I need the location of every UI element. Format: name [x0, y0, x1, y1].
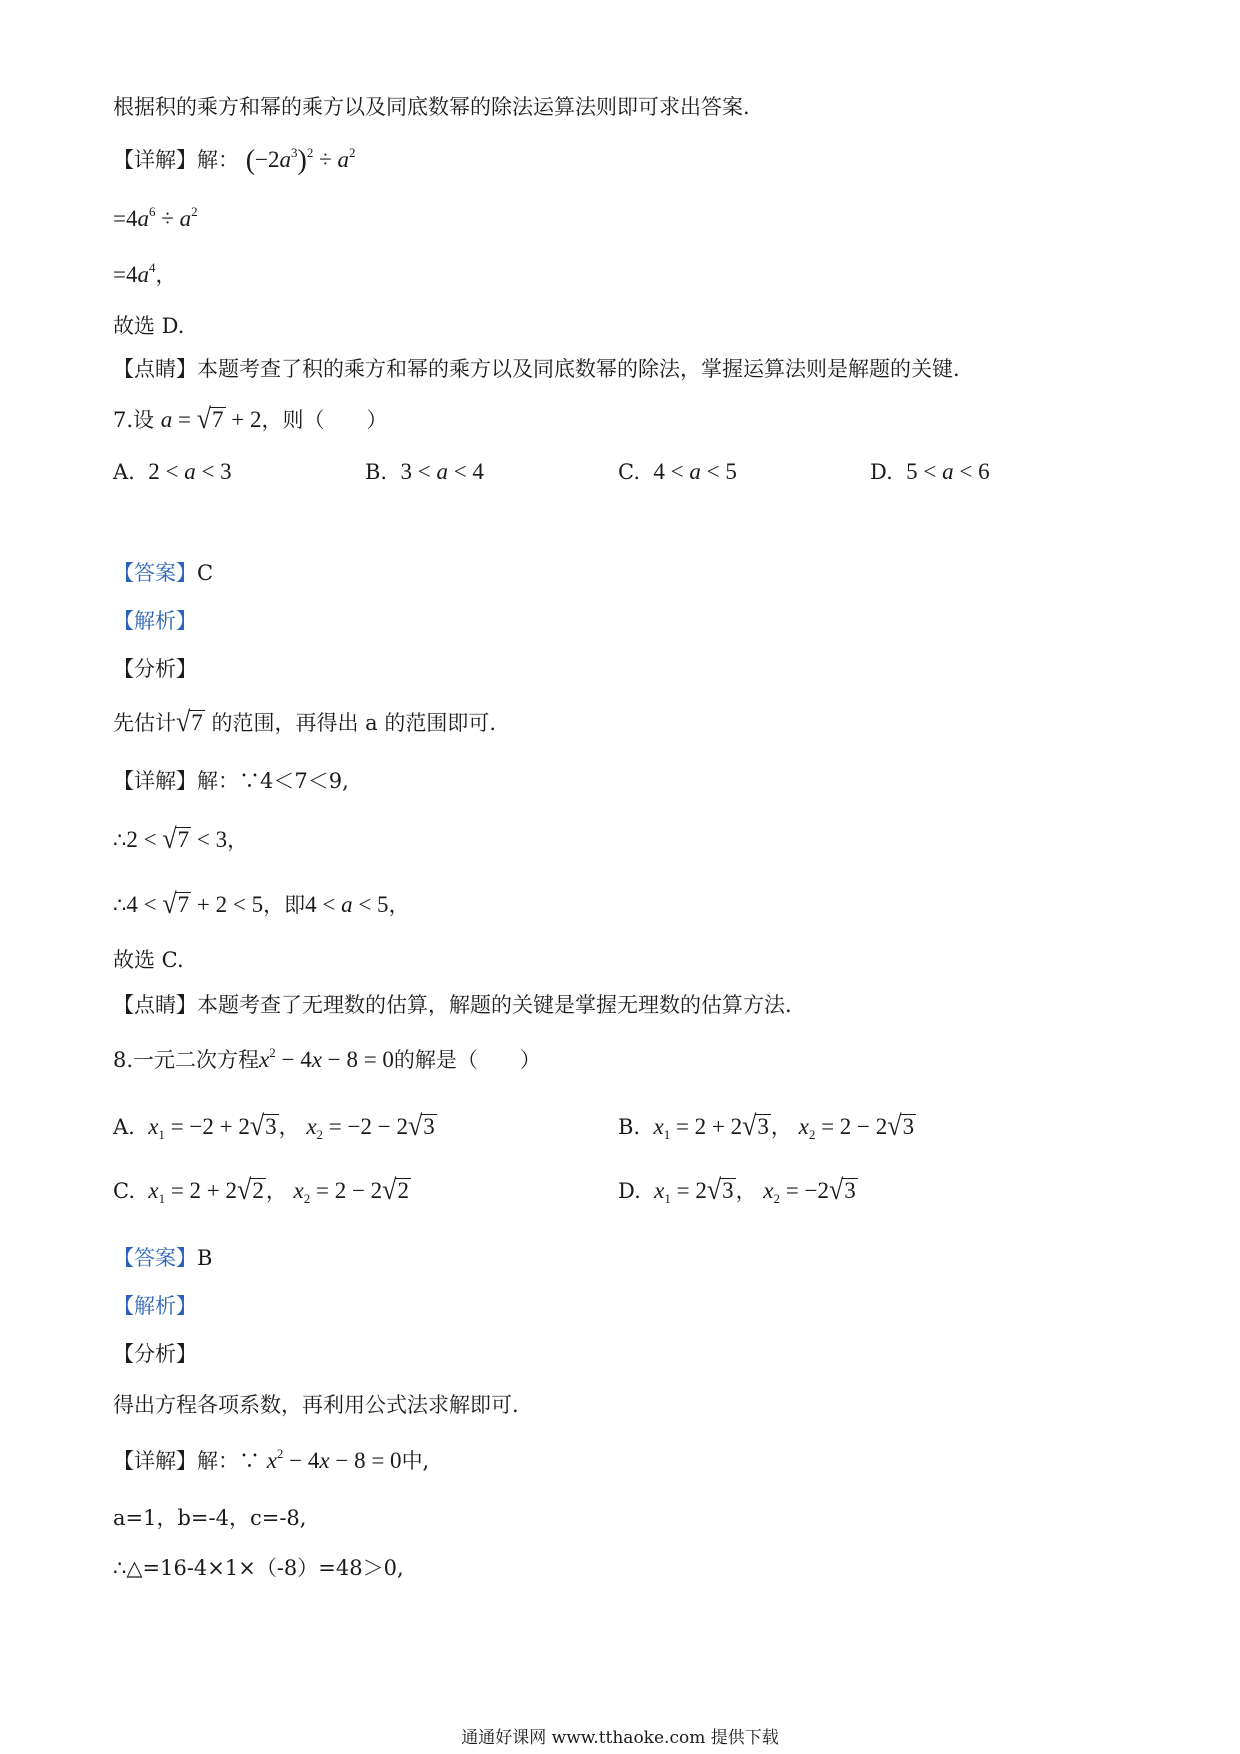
q7-option-a: A. 2 < a < 3: [113, 459, 232, 484]
q7-step-1: ∴2 < √7 < 3，: [113, 822, 249, 855]
q7-dianjing: 【点睛】本题考查了无理数的估算，解题的关键是掌握无理数的估算方法.: [113, 993, 792, 1017]
q8-answer: 【答案】B: [113, 1246, 213, 1270]
page-footer: 通通好课网 www.tthaoke.com 提供下载: [461, 1728, 779, 1748]
q7-choose: 故选 C.: [113, 948, 184, 972]
q8-fenxi-text: 得出方程各项系数，再利用公式法求解即可.: [113, 1393, 519, 1417]
question-8: 8.一元二次方程$x^2 - 4x - 8 = 0$的解是（ ）: [113, 1045, 541, 1072]
math-line: $=4a^4$，: [113, 260, 177, 287]
q7-detail: 【详解】解：∵4＜7＜9,: [113, 769, 349, 793]
text-line: 根据积的乘方和幂的乘方以及同底数幂的除法运算法则即可求出答案.: [113, 95, 750, 119]
q7-option-c: C. 4 < a < 5: [618, 459, 737, 484]
question-7: 7.设 a = √7 + 2，则（ ）: [113, 402, 388, 435]
q8-fenxi-label: 【分析】: [113, 1342, 197, 1366]
q8-analysis-label: 【解析】: [113, 1294, 197, 1318]
q7-analysis-label: 【解析】: [113, 609, 197, 633]
dianjing-line: 【点睛】本题考查了积的乘方和幂的乘方以及同底数幂的除法，掌握运算法则是解题的关键.: [113, 357, 960, 381]
text-line: 故选 D.: [113, 314, 185, 338]
q7-step-2: ∴4 < √7 + 2 < 5，即4 < a < 5，: [113, 887, 410, 920]
detail-line-1: [113, 145, 355, 176]
q7-fenxi-text: 先估计√7 的范围，再得出 a 的范围即可.: [113, 705, 497, 738]
math-expression: $(-2a^3)^2 \div a^2$: [245, 145, 356, 176]
q8-option-c: C. $x_1 = 2 + 2√2$， $x_2 = 2 - 2√2$: [113, 1173, 409, 1206]
q8-discriminant: ∴△=16-4×1×（-8）=48＞0,: [113, 1556, 404, 1580]
q8-option-a: A. $x_1 = -2 + 2√3$， $x_2 = -2 - 2√3$: [113, 1109, 435, 1142]
math-line: $=4a^6 \div a^2$: [113, 204, 198, 231]
q8-coefficients: a=1，b=-4，c=-8,: [113, 1506, 307, 1530]
q8-option-b: B. $x_1 = 2 + 2√3$， $x_2 = 2 - 2√3$: [618, 1109, 915, 1142]
q7-fenxi-label: 【分析】: [113, 657, 197, 681]
detail-label: 【详解】解：: [113, 148, 239, 172]
q7-option-d: D. 5 < a < 6: [870, 459, 990, 484]
q7-answer: 【答案】C: [113, 561, 214, 585]
q7-option-b: B. 3 < a < 4: [365, 459, 484, 484]
q8-option-d: D. $x_1 = 2√3$， $x_2 = -2√3$: [618, 1173, 856, 1206]
q8-detail: 【详解】解：∵ $x^2 - 4x - 8 = 0$中,: [113, 1446, 430, 1473]
